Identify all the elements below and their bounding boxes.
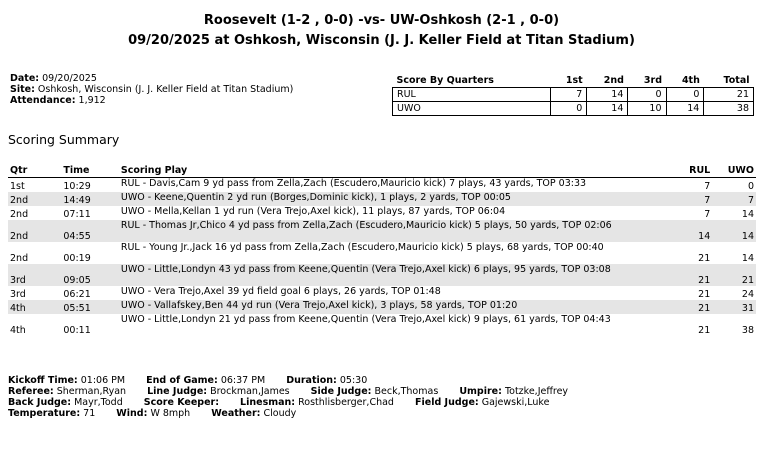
- qtr-cell: 4th: [10, 325, 26, 336]
- game-info: [10, 73, 293, 106]
- quarter-score: 14: [666, 102, 704, 116]
- site-line: [10, 84, 293, 95]
- uwo-score-cell: 7: [712, 192, 756, 206]
- end-label: End of Game:: [146, 375, 218, 386]
- team-score-row: [393, 102, 754, 116]
- time-cell: 00:19: [63, 253, 91, 264]
- table-row: [8, 242, 756, 264]
- wind: [116, 408, 199, 419]
- temperature-value: 71: [83, 408, 96, 419]
- quarter-score: 0: [666, 88, 704, 102]
- quarter-3-header: 3rd: [628, 74, 666, 88]
- end-of-game: [146, 375, 274, 386]
- total-score: 38: [704, 102, 754, 116]
- scoring-summary-header: [8, 164, 756, 178]
- quarter-2-header: 2nd: [587, 74, 628, 88]
- side-judge: [311, 386, 448, 397]
- qtr-header: Qtr: [8, 164, 61, 178]
- site-label: Site:: [10, 84, 35, 95]
- uwo-header: UWO: [712, 164, 756, 178]
- uwo-score-cell: 31: [712, 300, 756, 314]
- rul-score-cell: 21: [698, 325, 711, 336]
- umpire-label: Umpire:: [459, 386, 502, 397]
- duration-label: Duration:: [286, 375, 337, 386]
- score-keeper: [144, 397, 231, 408]
- scoring-summary-heading: Scoring Summary: [8, 132, 120, 147]
- scoring-summary-table: [8, 164, 756, 336]
- side-judge-value: Beck,Thomas: [374, 386, 439, 397]
- weather-label: Weather:: [211, 408, 261, 419]
- total-score: 21: [704, 88, 754, 102]
- time-cell: 10:29: [63, 181, 91, 192]
- quarter-score: 7: [551, 88, 587, 102]
- play-cell: UWO - Vera Trejo,Axel 39 yd field goal 6 plays, 26 yards, TOP 01:48: [120, 286, 441, 297]
- uwo-score-cell: 24: [741, 289, 754, 300]
- umpire-value: Totzke,Jeffrey: [504, 386, 569, 397]
- kickoff-value: 01:06 PM: [80, 375, 126, 386]
- time-cell: 00:11: [63, 325, 91, 336]
- wind-label: Wind:: [116, 408, 148, 419]
- uwo-score-cell: 21: [712, 264, 756, 286]
- quarter-score: 14: [587, 102, 628, 116]
- team-score-row: [393, 88, 754, 102]
- back-judge-value: Mayr,Todd: [74, 397, 123, 408]
- rul-header: RUL: [663, 164, 713, 178]
- side-judge-label: Side Judge:: [310, 386, 372, 397]
- date-line: [10, 73, 293, 84]
- duration-value: 05:30: [339, 375, 368, 386]
- times-line: [8, 375, 586, 386]
- play-cell: UWO - Vallafskey,Ben 44 yd run (Vera Trejo,Axel kick), 3 plays, 58 yards, TOP 01:20: [119, 300, 663, 314]
- score-by-quarters-header: [393, 74, 754, 88]
- linesman-label: Linesman:: [240, 397, 296, 408]
- uwo-score-cell: 38: [741, 325, 754, 336]
- rul-score-cell: 14: [663, 220, 713, 242]
- table-row: [8, 178, 756, 193]
- time-header: Time: [61, 164, 118, 178]
- score-by-quarters-heading: Score By Quarters: [393, 74, 551, 88]
- line-judge-value: Brockman,James: [210, 386, 290, 397]
- table-row: [8, 206, 756, 220]
- game-subtitle: 09/20/2025 at Oshkosh, Wisconsin (J. J. Keller Field at Titan Stadium): [128, 33, 635, 48]
- play-cell: RUL - Davis,Cam 9 yd pass from Zella,Zach (Escudero,Mauricio kick) 7 plays, 43 yards, TOP 03:33: [120, 178, 587, 189]
- qtr-cell: 2nd: [8, 220, 61, 242]
- quarter-score: 10: [628, 102, 666, 116]
- quarter-score: 14: [587, 88, 628, 102]
- linesman-value: Rosthlisberger,Chad: [298, 397, 394, 408]
- team-abbr: RUL: [393, 88, 551, 102]
- attendance-line: [10, 95, 293, 106]
- officials-line-2: [8, 397, 586, 408]
- table-row: [8, 264, 756, 286]
- qtr-cell: 3rd: [10, 289, 26, 300]
- rul-score-cell: 7: [704, 209, 711, 220]
- score-keeper-label: Score Keeper:: [143, 397, 220, 408]
- time-cell: 05:51: [61, 300, 118, 314]
- rul-score-cell: 7: [663, 192, 713, 206]
- weather-value: Cloudy: [263, 408, 297, 419]
- qtr-cell: 2nd: [8, 192, 61, 206]
- rul-score-cell: 21: [698, 253, 711, 264]
- field-judge: [415, 397, 558, 408]
- linesman: [240, 397, 403, 408]
- table-row: [8, 314, 756, 336]
- date-value: 09/20/2025: [42, 73, 97, 84]
- uwo-score-cell: 0: [747, 181, 754, 192]
- referee: [8, 386, 135, 397]
- attendance-label: Attendance:: [10, 95, 76, 106]
- time-cell: 06:21: [63, 289, 91, 300]
- time-cell: 09:05: [61, 264, 118, 286]
- quarter-score: 0: [551, 102, 587, 116]
- uwo-score-cell: 14: [741, 253, 754, 264]
- officials-line-1: [8, 386, 586, 397]
- end-value: 06:37 PM: [220, 375, 266, 386]
- weather-line: [8, 408, 586, 419]
- temperature: [8, 408, 104, 419]
- table-row: [8, 286, 756, 300]
- play-cell: UWO - Little,Londyn 21 yd pass from Keene,Quentin (Vera Trejo,Axel kick) 9 plays, 61 yards, TOP 04:43: [120, 314, 611, 325]
- umpire: [459, 386, 577, 397]
- back-judge-label: Back Judge:: [8, 397, 72, 408]
- score-by-quarters-table: [392, 74, 754, 116]
- attendance-value: 1,912: [78, 95, 106, 106]
- play-cell: UWO - Little,Londyn 43 yd pass from Keene,Quentin (Vera Trejo,Axel kick) 6 plays, 95 yards, TOP 03:08: [119, 264, 663, 286]
- play-cell: RUL - Thomas Jr,Chico 4 yd pass from Zella,Zach (Escudero,Mauricio kick) 5 plays, 50 yards, TOP 02:06: [119, 220, 663, 242]
- table-row: [8, 300, 756, 314]
- total-header: Total: [704, 74, 754, 88]
- table-row: [8, 220, 756, 242]
- qtr-cell: 1st: [10, 181, 25, 192]
- kickoff-time: [8, 375, 134, 386]
- line-judge-label: Line Judge:: [147, 386, 208, 397]
- date-label: Date:: [10, 73, 40, 84]
- line-judge: [147, 386, 299, 397]
- qtr-cell: 2nd: [10, 209, 29, 220]
- weather: [211, 408, 305, 419]
- scoring-play-header: Scoring Play: [119, 164, 663, 178]
- rul-score-cell: 21: [663, 264, 713, 286]
- referee-value: Sherman,Ryan: [56, 386, 127, 397]
- qtr-cell: 2nd: [10, 253, 29, 264]
- rul-score-cell: 7: [704, 181, 711, 192]
- field-judge-value: Gajewski,Luke: [481, 397, 550, 408]
- quarter-1-header: 1st: [551, 74, 587, 88]
- team-abbr: UWO: [393, 102, 551, 116]
- game-title: Roosevelt (1-2 , 0-0) -vs- UW-Oshkosh (2-1 , 0-0): [203, 13, 560, 28]
- quarter-4-header: 4th: [666, 74, 704, 88]
- play-cell: UWO - Keene,Quentin 2 yd run (Borges,Dominic kick), 1 plays, 2 yards, TOP 00:05: [119, 192, 663, 206]
- time-cell: 07:11: [63, 209, 91, 220]
- field-judge-label: Field Judge:: [415, 397, 479, 408]
- site-value: Oshkosh, Wisconsin (J. J. Keller Field at Titan Stadium): [37, 84, 294, 95]
- quarter-score: 0: [628, 88, 666, 102]
- play-cell: UWO - Mella,Kellan 1 yd run (Vera Trejo,Axel kick), 11 plays, 87 yards, TOP 06:04: [120, 206, 506, 217]
- rul-score-cell: 21: [663, 300, 713, 314]
- duration: [286, 375, 376, 386]
- temperature-label: Temperature:: [8, 408, 81, 419]
- uwo-score-cell: 14: [712, 220, 756, 242]
- kickoff-label: Kickoff Time:: [8, 375, 78, 386]
- play-cell: RUL - Young Jr.,Jack 16 yd pass from Zella,Zach (Escudero,Mauricio kick) 5 plays, 68 yards, TOP 00:40: [120, 242, 604, 253]
- time-cell: 04:55: [61, 220, 118, 242]
- back-judge: [8, 397, 132, 408]
- table-row: [8, 192, 756, 206]
- game-officials-footer: [8, 375, 586, 419]
- rul-score-cell: 21: [698, 289, 711, 300]
- uwo-score-cell: 14: [741, 209, 754, 220]
- time-cell: 14:49: [61, 192, 118, 206]
- wind-value: W 8mph: [150, 408, 191, 419]
- qtr-cell: 4th: [8, 300, 61, 314]
- referee-label: Referee:: [8, 386, 54, 397]
- qtr-cell: 3rd: [8, 264, 61, 286]
